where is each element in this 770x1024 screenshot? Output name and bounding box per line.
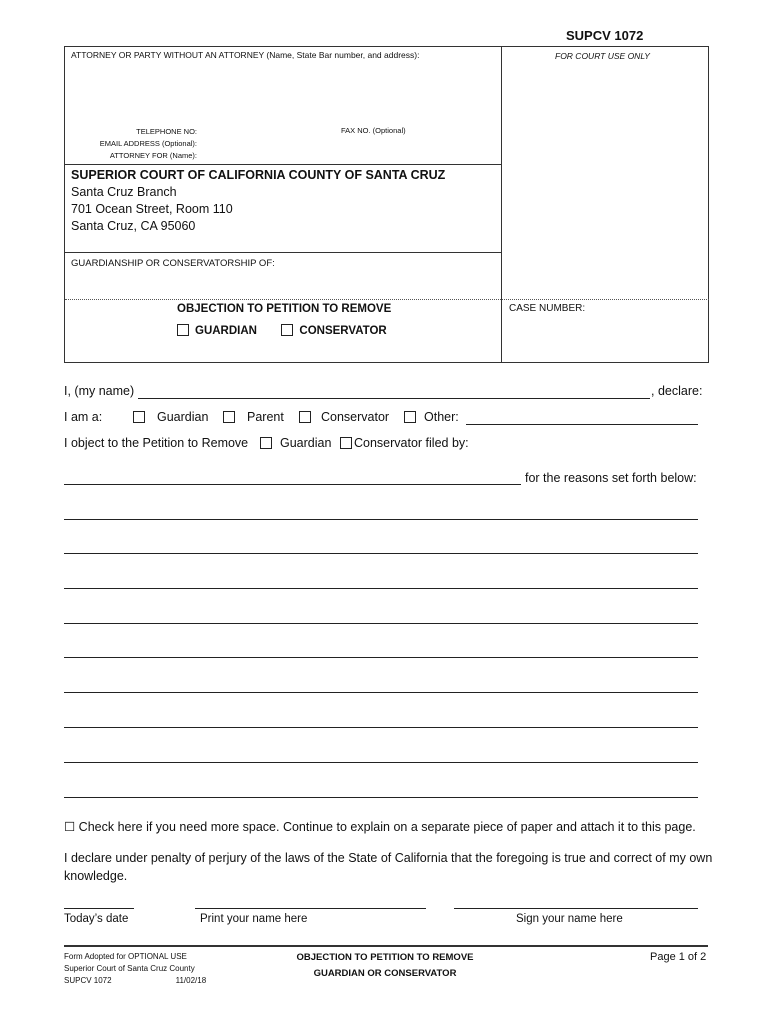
reason-line[interactable] (64, 657, 698, 658)
declaration-text: I declare under penalty of perjury of the laws of the State of California that the foregoing is true and correct of my own knowledge. (64, 851, 713, 883)
reason-line[interactable] (64, 623, 698, 624)
matter-label: GUARDIANSHIP OR CONSERVATORSHIP OF: (71, 258, 275, 269)
date-field[interactable] (64, 908, 134, 909)
more-space-checkbox[interactable]: ☐ Check here if you need more space. Continue to explain on a separate piece of paper and attach it to this page. (64, 820, 696, 834)
court-use-label: FOR COURT USE ONLY (555, 51, 650, 61)
role-other-field[interactable] (466, 424, 698, 425)
object-conservator-option (340, 436, 469, 450)
email-label: EMAIL ADDRESS (Optional): (99, 139, 197, 148)
reason-line[interactable] (64, 553, 698, 554)
column-divider (501, 47, 502, 363)
role-other-checkbox[interactable] (404, 411, 416, 423)
role-conservator-label: Conservator (321, 410, 390, 424)
telephone-label: TELEPHONE NO: (136, 127, 197, 136)
role-other-label: Other: (424, 410, 459, 424)
role-parent-label: Parent (247, 410, 284, 424)
object-conservator-checkbox[interactable] (340, 437, 352, 449)
signature-caption: Sign your name here (516, 913, 623, 925)
object-conservator-label: Conservator filed by: (354, 436, 469, 450)
attorney-for-label: ATTORNEY FOR (Name): (109, 151, 197, 160)
role-conservator-checkbox[interactable] (299, 411, 311, 423)
court-branch: Santa Cruz Branch (71, 185, 177, 199)
role-parent-checkbox[interactable] (223, 411, 235, 423)
case-number-label: CASE NUMBER: (509, 303, 586, 314)
court-title: SUPERIOR COURT OF CALIFORNIA COUNTY OF SANTA CRUZ (71, 168, 446, 182)
attorney-label: ATTORNEY OR PARTY WITHOUT AN ATTORNEY (Name, State Bar number, and address): (71, 50, 420, 60)
reason-line[interactable] (64, 692, 698, 693)
objection-title: OBJECTION TO PETITION TO REMOVE (177, 303, 392, 315)
divider (65, 299, 709, 300)
form-code: SUPCV 1072 (566, 28, 644, 43)
footer-left (64, 951, 206, 987)
role-conservator-option (299, 410, 389, 424)
role-parent-option (223, 410, 284, 424)
divider (65, 252, 501, 253)
reason-line[interactable] (64, 797, 698, 798)
conservator-checkbox[interactable] (281, 324, 293, 336)
footer-date: 11/02/18 (175, 976, 207, 985)
declarant-prefix: I, (my name) (64, 384, 135, 398)
filed-by-field[interactable] (64, 484, 521, 485)
signature-field[interactable] (454, 908, 698, 909)
object-guardian-label: Guardian (280, 436, 332, 450)
object-prefix: I object to the Petition to Remove (64, 436, 249, 450)
footer-title-line1: OBJECTION TO PETITION TO REMOVE (296, 952, 474, 963)
footer-title-line2: GUARDIAN OR CONSERVATOR (313, 968, 457, 979)
declarant-suffix: , declare: (651, 384, 703, 398)
adopted-text: Form Adopted for OPTIONAL USE (64, 952, 187, 961)
role-other-option (404, 410, 459, 424)
reason-line[interactable] (64, 588, 698, 589)
reason-line[interactable] (64, 519, 698, 520)
contact-labels (65, 126, 197, 162)
footer-code: SUPCV 1072 (64, 976, 112, 985)
role-guardian-option (133, 410, 208, 424)
footer-rule (64, 945, 708, 947)
footer-code-line (64, 975, 206, 987)
role-guardian-label: Guardian (157, 410, 209, 424)
reasons-suffix: for the reasons set forth below: (525, 471, 697, 485)
caption-options (177, 324, 387, 337)
guardian-label: GUARDIAN (195, 325, 257, 337)
guardian-checkbox[interactable] (177, 324, 189, 336)
divider (65, 164, 501, 165)
court-city: Santa Cruz, CA 95060 (71, 219, 196, 233)
fax-label: FAX NO. (Optional) (341, 126, 406, 135)
date-caption: Today’s date (64, 913, 129, 925)
reason-line[interactable] (64, 727, 698, 728)
page-number: Page 1 of 2 (650, 951, 707, 963)
object-guardian-option (260, 436, 331, 450)
role-prefix: I am a: (64, 410, 103, 424)
reason-line[interactable] (64, 762, 698, 763)
conservator-label: CONSERVATOR (299, 325, 387, 337)
print-name-caption: Print your name here (200, 913, 308, 925)
court-street: 701 Ocean Street, Room 110 (71, 202, 233, 216)
role-guardian-checkbox[interactable] (133, 411, 145, 423)
my-name-field[interactable] (138, 398, 650, 399)
object-guardian-checkbox[interactable] (260, 437, 272, 449)
footer-court: Superior Court of Santa Cruz County (64, 964, 195, 973)
caption-box (64, 46, 709, 363)
print-name-field[interactable] (195, 908, 426, 909)
footer-title (280, 950, 490, 982)
court-address (71, 184, 233, 235)
